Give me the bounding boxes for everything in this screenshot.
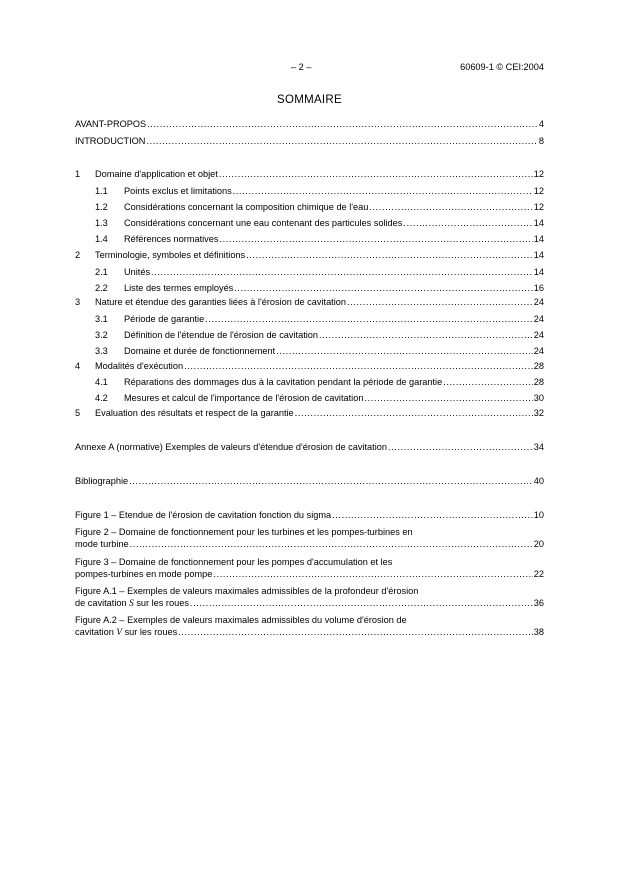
toc-page: 8 bbox=[538, 136, 544, 146]
toc-page: 14 bbox=[533, 218, 544, 228]
toc-number: 3.2 bbox=[95, 330, 108, 340]
toc-page: 24 bbox=[533, 346, 544, 356]
toc-page: 4 bbox=[538, 119, 544, 129]
toc-label: Annexe A (normative) Exemples de valeurs d'étendue d'érosion de cavitation bbox=[75, 442, 387, 452]
toc-label-line2 bbox=[75, 597, 189, 609]
toc-page: 12 bbox=[533, 186, 544, 196]
toc-label: Période de garantie bbox=[124, 314, 205, 324]
toc-label: Domaine d'application et objet bbox=[95, 169, 218, 179]
toc-entry-section-2-1[interactable] bbox=[95, 266, 544, 278]
toc-entry-annex-a[interactable] bbox=[75, 441, 544, 453]
toc-entry-section-1[interactable] bbox=[75, 168, 544, 180]
toc-entry-section-1-4[interactable] bbox=[95, 233, 544, 245]
toc-entry-avant-propos[interactable] bbox=[75, 118, 544, 130]
toc-label: Terminologie, symboles et définitions bbox=[95, 250, 246, 260]
toc-label-line2: pompes-turbines en mode pompe bbox=[75, 569, 213, 579]
toc-number: 4 bbox=[75, 361, 81, 371]
toc-label-line1: Figure A.2 – Exemples de valeurs maximales admissibles du volume d'érosion de bbox=[75, 615, 407, 625]
toc-label-line2: mode turbine bbox=[75, 539, 129, 549]
toc-label: Modalités d'exécution bbox=[95, 361, 184, 371]
toc-page: 28 bbox=[533, 377, 544, 387]
symbol-s: S bbox=[129, 598, 134, 608]
toc-entry-bibliographie[interactable] bbox=[75, 475, 544, 487]
toc-entry-figure-a1[interactable] bbox=[75, 585, 544, 609]
document-reference: 60609-1 © CEI:2004 bbox=[460, 62, 544, 72]
toc-number: 1.4 bbox=[95, 234, 108, 244]
toc-entry-section-3-3[interactable] bbox=[95, 345, 544, 357]
toc-label: AVANT-PROPOS bbox=[75, 119, 147, 129]
toc-page: 34 bbox=[533, 442, 544, 452]
page-number: – 2 – bbox=[291, 62, 312, 72]
toc-page: 12 bbox=[533, 202, 544, 212]
toc-page: 24 bbox=[533, 314, 544, 324]
toc-number: 1.1 bbox=[95, 186, 108, 196]
toc-page: 32 bbox=[533, 408, 544, 418]
toc-number: 5 bbox=[75, 408, 81, 418]
toc-page: 14 bbox=[533, 267, 544, 277]
toc-label: Définition de l'étendue de l'érosion de cavitation bbox=[124, 330, 319, 340]
toc-entry-section-2[interactable] bbox=[75, 249, 544, 261]
toc-page: 38 bbox=[533, 627, 544, 637]
toc-number: 3 bbox=[75, 297, 81, 307]
symbol-v: V bbox=[116, 627, 123, 637]
toc-label-line2 bbox=[75, 626, 177, 638]
toc-label-line1: Figure 2 – Domaine de fonctionnement pour les turbines et les pompes-turbines en bbox=[75, 527, 413, 537]
toc-number: 2.1 bbox=[95, 267, 108, 277]
toc-entry-section-4-2[interactable] bbox=[95, 392, 544, 404]
toc-entry-section-2-2[interactable] bbox=[95, 282, 544, 294]
toc-entry-figure-2[interactable] bbox=[75, 526, 544, 550]
toc-label-text: sur les roues bbox=[136, 598, 189, 608]
toc-entry-figure-a2[interactable] bbox=[75, 614, 544, 638]
toc-number: 4.1 bbox=[95, 377, 108, 387]
toc-number: 2 bbox=[75, 250, 81, 260]
toc-page: 24 bbox=[533, 297, 544, 307]
toc-entry-section-1-3[interactable] bbox=[95, 217, 544, 229]
toc-label: Bibliographie bbox=[75, 476, 129, 486]
toc-label: INTRODUCTION bbox=[75, 136, 146, 146]
toc-label: Domaine et durée de fonctionnement bbox=[124, 346, 276, 356]
toc-entry-section-4-1[interactable] bbox=[95, 376, 544, 388]
toc-entry-section-3[interactable] bbox=[75, 296, 544, 308]
toc-page: 16 bbox=[533, 283, 544, 293]
toc-label-text: cavitation bbox=[75, 627, 114, 637]
toc-entry-figure-3[interactable] bbox=[75, 556, 544, 580]
toc-entry-section-3-2[interactable] bbox=[95, 329, 544, 341]
toc-entry-section-1-1[interactable] bbox=[95, 185, 544, 197]
toc-label: Points exclus et limitations bbox=[124, 186, 232, 196]
toc-label: Unités bbox=[124, 267, 151, 277]
toc-label: Considérations concernant une eau contenant des particules solides bbox=[124, 218, 403, 228]
toc-label: Réparations des dommages dus à la cavitation pendant la période de garantie bbox=[124, 377, 443, 387]
toc-entry-section-5[interactable] bbox=[75, 407, 544, 419]
toc-entry-figure-1[interactable] bbox=[75, 509, 544, 521]
toc-page: 24 bbox=[533, 330, 544, 340]
toc-number: 3.1 bbox=[95, 314, 108, 324]
toc-page: 14 bbox=[533, 234, 544, 244]
toc-number: 1 bbox=[75, 169, 81, 179]
toc-entry-section-1-2[interactable] bbox=[95, 201, 544, 213]
toc-number: 1.2 bbox=[95, 202, 108, 212]
toc-label: Liste des termes employés bbox=[124, 283, 234, 293]
page-title: SOMMAIRE bbox=[276, 94, 342, 106]
toc-label-line1: Figure 3 – Domaine de fonctionnement pour les pompes d'accumulation et les bbox=[75, 557, 393, 567]
toc-number: 1.3 bbox=[95, 218, 108, 228]
toc-page: 10 bbox=[533, 510, 544, 520]
toc-page: 40 bbox=[533, 476, 544, 486]
toc-label: Considérations concernant la composition chimique de l'eau bbox=[124, 202, 369, 212]
toc-label-line1: Figure A.1 – Exemples de valeurs maximales admissibles de la profondeur d'érosion bbox=[75, 586, 419, 596]
toc-label: Mesures et calcul de l'importance de l'érosion de cavitation bbox=[124, 393, 364, 403]
toc-page: 12 bbox=[533, 169, 544, 179]
toc-label: Références normatives bbox=[124, 234, 219, 244]
toc-number: 3.3 bbox=[95, 346, 108, 356]
toc-label-text: sur les roues bbox=[124, 627, 178, 637]
toc-entry-section-3-1[interactable] bbox=[95, 313, 544, 325]
toc-page: 22 bbox=[533, 569, 544, 579]
toc-entry-introduction[interactable] bbox=[75, 135, 544, 147]
toc-page: 14 bbox=[533, 250, 544, 260]
toc-number: 2.2 bbox=[95, 283, 108, 293]
toc-page: 28 bbox=[533, 361, 544, 371]
toc-page: 30 bbox=[533, 393, 544, 403]
toc-page: 20 bbox=[533, 539, 544, 549]
toc-label: Figure 1 – Etendue de l'érosion de cavitation fonction du sigma bbox=[75, 510, 332, 520]
toc-label: Nature et étendue des garanties liées à l'érosion de cavitation bbox=[95, 297, 346, 307]
toc-number: 4.2 bbox=[95, 393, 108, 403]
toc-entry-section-4[interactable] bbox=[75, 360, 544, 372]
toc-label-text: de cavitation bbox=[75, 598, 127, 608]
toc-label: Evaluation des résultats et respect de la garantie bbox=[95, 408, 294, 418]
toc-page: 36 bbox=[533, 598, 544, 608]
